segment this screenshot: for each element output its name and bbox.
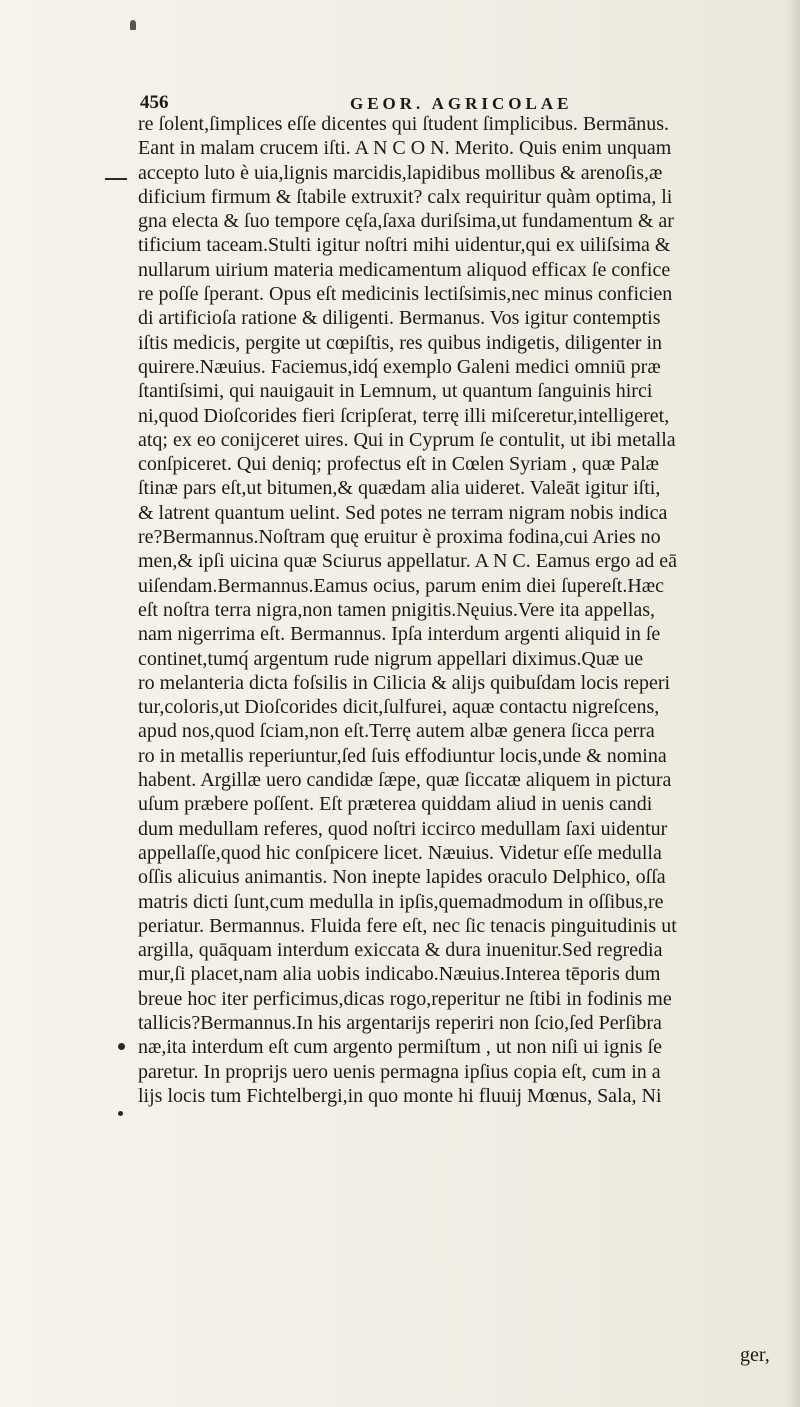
catchword: ger, <box>740 1344 770 1366</box>
text-line: ro melanteria dicta foſsilis in Cilicia & alijs quibuſdam locis reperi <box>138 671 671 694</box>
text-line: næ,ita interdum eſt cum argento permiſtum , ut non niſi ui ignis ſe <box>138 1036 663 1059</box>
text-line: quirere.Næuius. Faciemus,idq́ exemplo Galeni medici omniū præ <box>138 355 661 378</box>
text-line: uiſendam.Bermannus.Eamus ocius, parum enim diei ſupereſt.Hæc <box>138 574 664 597</box>
text-line: continet,tumq́ argentum rude nigrum appellari diximus.Quæ ue <box>138 647 644 670</box>
text-line: habent. Argillæ uero candidæ ſæpe, quæ ſiccatæ aliquem in pictura <box>138 769 672 792</box>
text-line: ſtinæ pars eſt,ut bitumen,& quædam alia uideret. Valeāt igitur iſti, <box>138 477 661 500</box>
text-line: matris dicti ſunt,cum medulla in ipſis,quemadmodum in oſſibus,re <box>138 890 664 913</box>
marginal-dash <box>105 178 127 180</box>
text-line: apud nos,quod ſciam,non eſt.Terrę autem albæ genera ſicca perra <box>138 720 655 743</box>
text-line: paretur. In proprijs uero uenis permagna ipſius copia eſt, cum in a <box>138 1060 661 1083</box>
text-line: mur,ſi placet,nam alia uobis indicabo.Næuius.Interea tēporis dum <box>138 963 661 986</box>
text-line: nam nigerrima eſt. Bermannus. Ipſa interdum argenti aliquid in ſe <box>138 623 661 646</box>
text-line: re ſolent,ſimplices eſſe dicentes qui ſtudent ſimplicibus. Bermānus. <box>138 113 669 135</box>
text-line: appellaſſe,quod hic conſpicere licet. Næuius. Videtur eſſe medulla <box>138 841 662 864</box>
text-line: argilla, quāquam interdum exiccata & dura inuenitur.Sed regredia <box>138 939 663 962</box>
text-line: ni,quod Dioſcorides fieri ſcripſerat, terrę illi miſceretur,intelligeret, <box>138 404 670 427</box>
margin-dot <box>118 1111 123 1116</box>
text-line: periatur. Bermannus. Fluida fere eſt, nec ſic tenacis pinguitudinis ut <box>138 914 677 937</box>
text-line: uſum præbere poſſent. Eſt præterea quiddam aliud in uenis candi <box>138 793 653 816</box>
page-edge-shadow <box>786 0 800 1407</box>
text-line: eſt noſtra terra nigra,non tamen pnigitis.Nęuius.Vere ita appellas, <box>138 598 656 621</box>
text-line: Eant in malam crucem iſti. A N C O N. Merito. Quis enim unquam <box>138 137 672 160</box>
text-line: men,& ipſi uicina quæ Sciurus appellatur. A N C. Eamus ergo ad eā <box>138 550 677 573</box>
text-line: iſtis medicis, pergite ut cœpiſtis, res quibus indigetis, diligenter in <box>138 331 663 354</box>
text-line: atq; ex eo conijceret uires. Qui in Cyprum ſe contulit, ut ibi metalla <box>138 428 676 451</box>
text-line: dum medullam referes, quod noſtri iccirco medullam ſaxi uidentur <box>138 817 668 840</box>
text-line: tificium taceam.Stulti igitur noſtri mihi uidentur,qui ex uiliſsima & <box>138 234 671 257</box>
text-line: re?Bermannus.Noſtram quę eruitur è proxima fodina,cui Aries no <box>138 526 661 549</box>
text-line: accepto luto è uia,lignis marcidis,lapidibus mollibus & arenoſis,æ <box>138 161 663 184</box>
text-line: breue hoc iter perficimus,dicas rogo,reperitur ne ſtibi in fodinis me <box>138 987 672 1010</box>
text-line: tallicis?Bermannus.In his argentarijs reperiri non ſcio,ſed Perſibra <box>138 1011 662 1034</box>
text-line: di artificioſa ratione & diligenti. Bermanus. Vos igitur contemptis <box>138 307 661 330</box>
text-line: nullarum uirium materia medicamentum aliquod efficax ſe confice <box>138 258 671 281</box>
text-line: oſſis alicuius animantis. Non inepte lapides oraculo Delphico, oſſa <box>138 866 666 889</box>
text-line: conſpiceret. Qui deniq; profectus eſt in Cœlen Syriam , quæ Palæ <box>138 453 660 476</box>
text-line: dificium firmum & ſtabile extruxit? calx requiritur quàm optima, li <box>138 185 673 208</box>
text-line: re poſſe ſperant. Opus eſt medicinis lectiſsimis,nec minus conficien <box>138 283 673 306</box>
margin-dot <box>118 1043 125 1050</box>
ink-mark <box>130 20 136 30</box>
page-number: 456 <box>140 92 169 113</box>
text-line: & latrent quantum uelint. Sed potes ne terram nigram nobis indica <box>138 501 668 524</box>
text-line: ſtantiſsimi, qui nauigauit in Lemnum, ut quantum ſanguinis hirci <box>138 380 653 403</box>
text-line: lijs locis tum Fichtelbergi,in quo monte hi fluuij Mœnus, Sala, Ni <box>138 1084 662 1107</box>
text-block <box>138 112 788 1108</box>
text-line: gna electa & ſuo tempore cęſa,ſaxa duriſsima,ut fundamentum & ar <box>138 210 674 233</box>
text-line: tur,coloris,ut Dioſcorides dicit,ſulfurei, aquæ contactu nigreſcens, <box>138 696 660 719</box>
text-line: ro in metallis reperiuntur,ſed ſuis effodiuntur locis,unde & nomina <box>138 744 667 767</box>
running-head: GEOR. AGRICOLAE <box>350 94 573 113</box>
